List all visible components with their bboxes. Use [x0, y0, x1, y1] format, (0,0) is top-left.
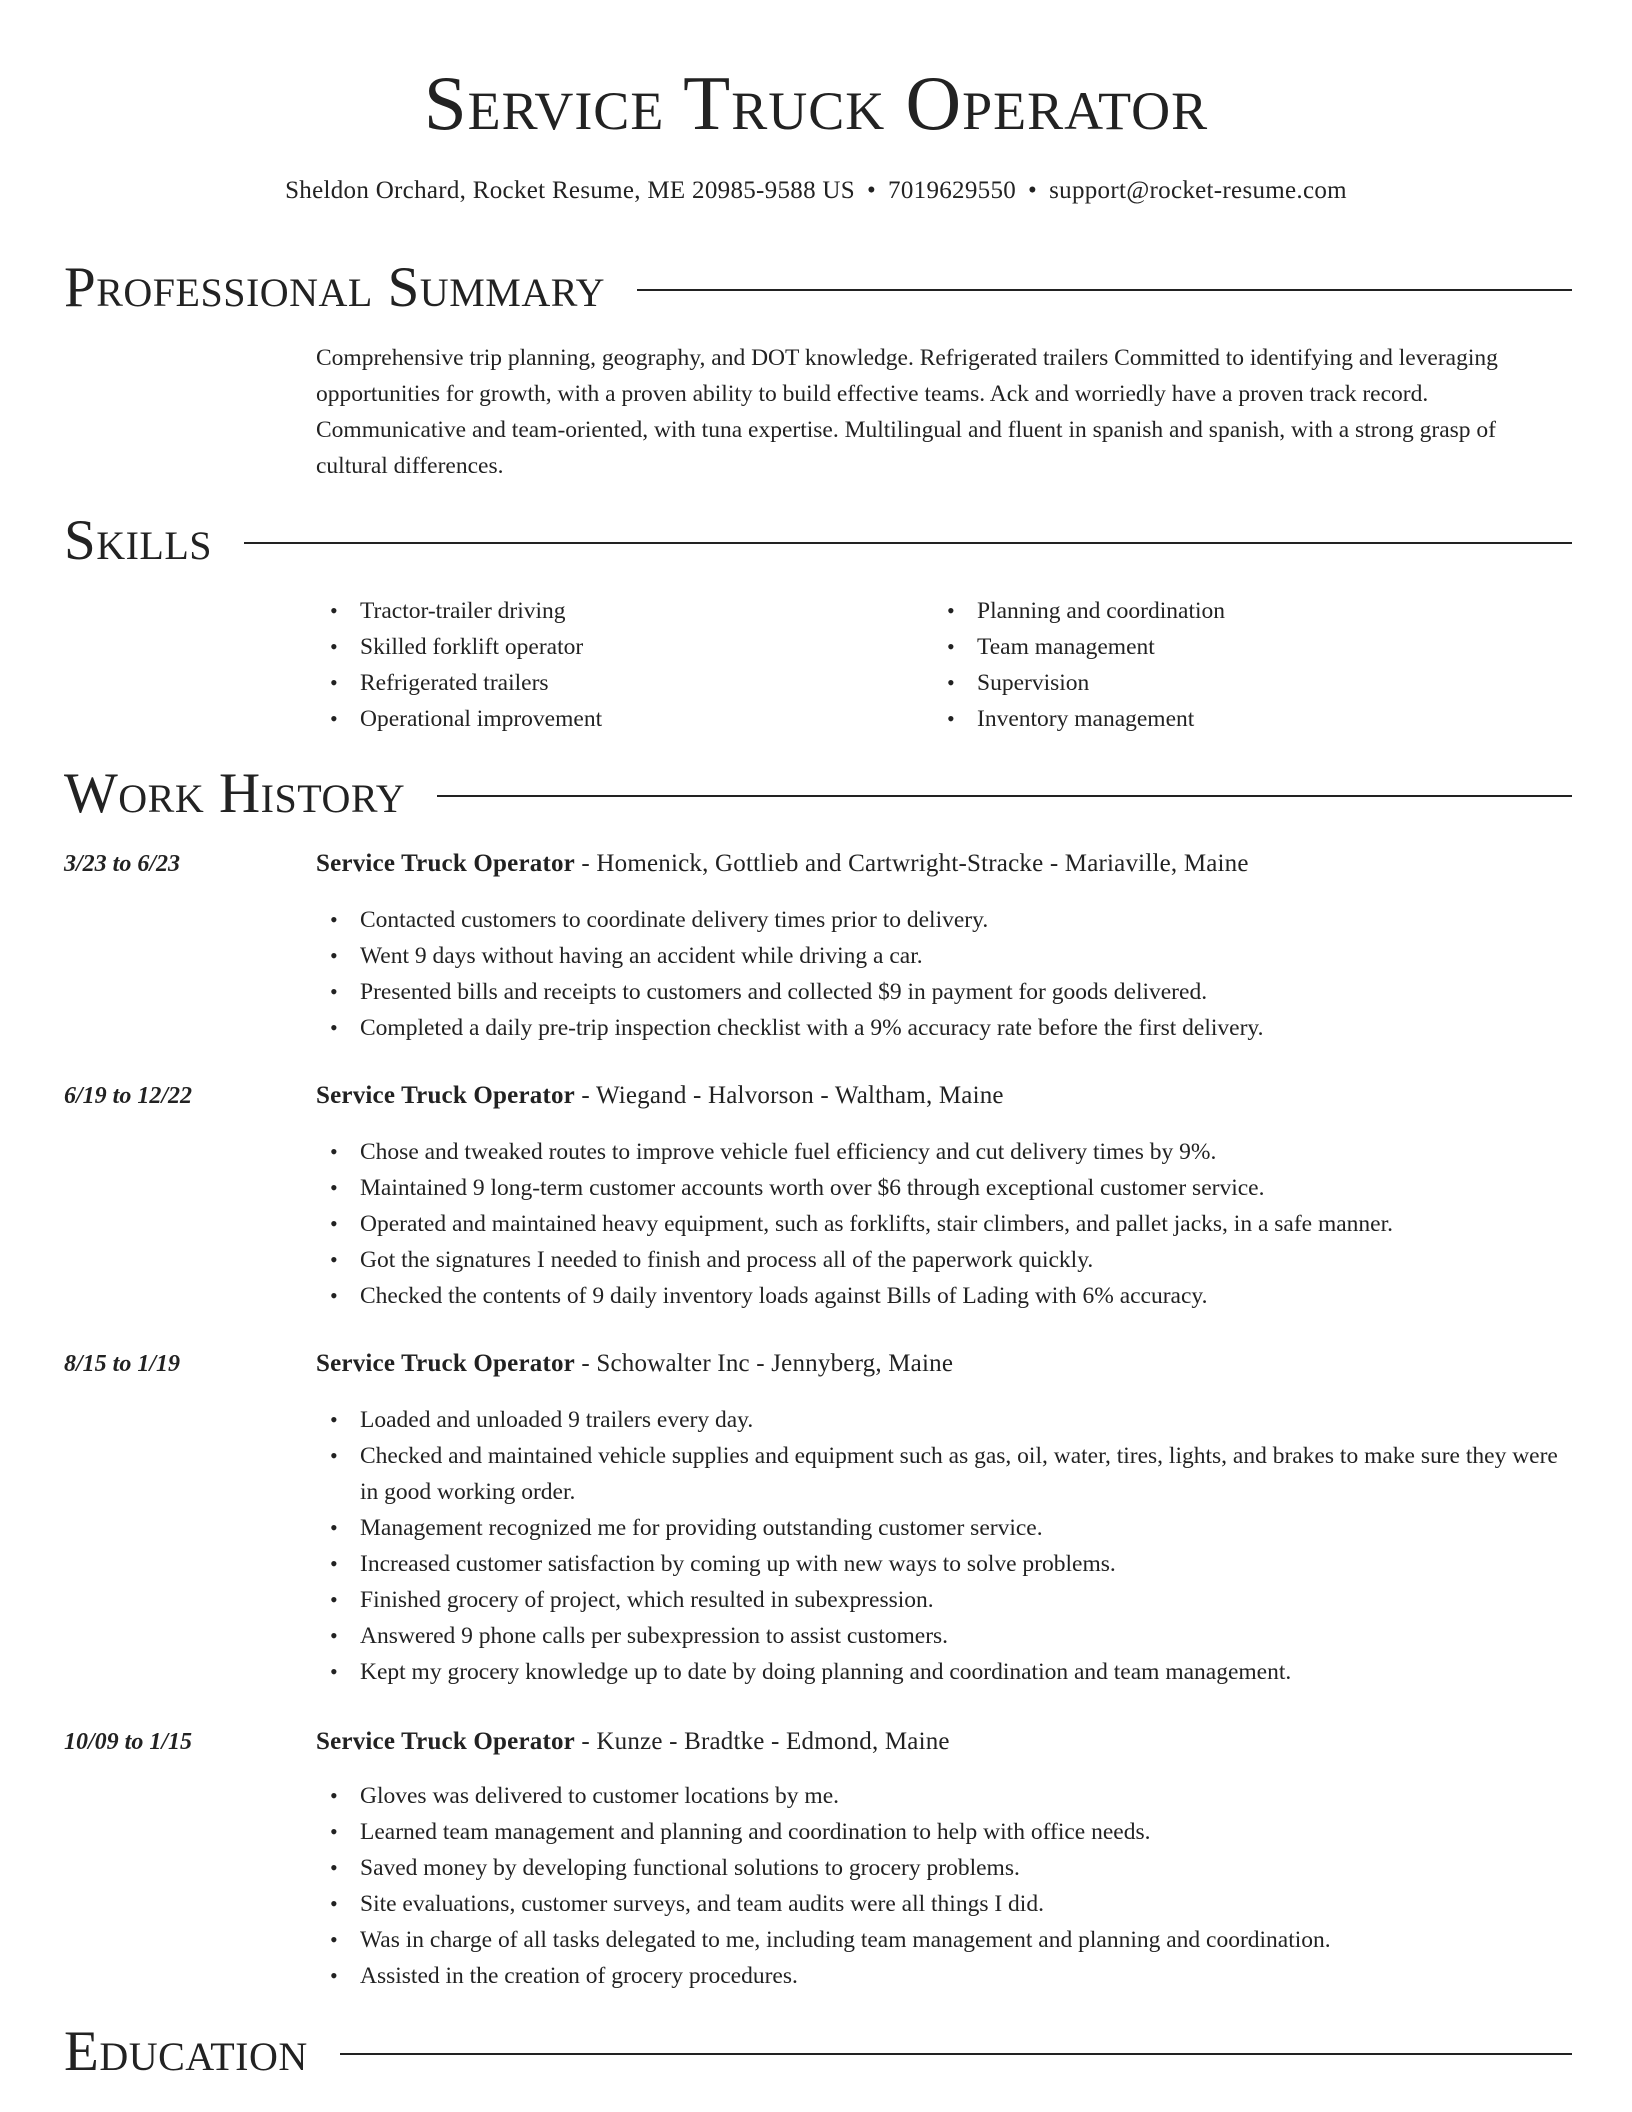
- job-heading: [316, 1348, 1572, 1380]
- education-section-header: [64, 2020, 1572, 2084]
- list-item: • Went 9 days without having an accident while driving a car.: [316, 938, 1572, 974]
- list-item: • Inventory management: [933, 701, 1533, 737]
- list-item: • Saved money by developing functional solutions to grocery problems.: [316, 1850, 1572, 1886]
- job-bullet-list: [316, 902, 1572, 1046]
- skills-list-left: [316, 593, 916, 737]
- skills-list: [933, 593, 1533, 737]
- list-item: • Increased customer satisfaction by coming up with new ways to solve problems.: [316, 1546, 1572, 1582]
- work-section-title: Work History: [64, 762, 406, 825]
- section-divider: [340, 2053, 1572, 2055]
- job-bullets: [316, 1402, 1572, 1690]
- list-item: • Completed a daily pre-trip inspection checklist with a 9% accuracy rate before the first delivery.: [316, 1010, 1572, 1046]
- list-item: • Gloves was delivered to customer locations by me.: [316, 1778, 1572, 1814]
- contact-address: Sheldon Orchard, Rocket Resume, ME 20985-9588 US: [285, 177, 855, 204]
- list-item: • Chose and tweaked routes to improve vehicle fuel efficiency and cut delivery times by 9%.: [316, 1134, 1572, 1170]
- job-title: Service Truck Operator: [316, 1350, 575, 1377]
- contact-line: [0, 175, 1632, 207]
- education-section-title: Education: [64, 2020, 308, 2083]
- job-bullets: [316, 1134, 1572, 1314]
- job-heading: [316, 1726, 1572, 1758]
- list-item: • Site evaluations, customer surveys, and team audits were all things I did.: [316, 1886, 1572, 1922]
- job-heading: [316, 848, 1572, 880]
- list-item: • Loaded and unloaded 9 trailers every day.: [316, 1402, 1572, 1438]
- job-bullet-list: [316, 1134, 1572, 1314]
- job-employer: - Homenick, Gottlieb and Cartwright-Stracke - Mariaville, Maine: [574, 850, 1249, 877]
- summary-text: Comprehensive trip planning, geography, and DOT knowledge. Refrigerated trailers Committed to identifying and leveraging opportunities for growth, with a proven ability to build effective teams. Ack and worriedly have a proven track record. Communicative and team-oriented, with tuna expertise. Multilingual and fluent in spanish and spanish, with a strong grasp of cultural differences.: [316, 345, 1498, 479]
- list-item: • Tractor-trailer driving: [316, 593, 916, 629]
- list-item: • Finished grocery of project, which resulted in subexpression.: [316, 1582, 1572, 1618]
- skills-list: [316, 593, 916, 737]
- job-dates: 6/19 to 12/22: [64, 1083, 193, 1109]
- list-item: • Contacted customers to coordinate delivery times prior to delivery.: [316, 902, 1572, 938]
- list-item: • Kept my grocery knowledge up to date by doing planning and coordination and team management.: [316, 1654, 1572, 1690]
- list-item: • Supervision: [933, 665, 1533, 701]
- candidate-name: Service Truck Operator: [423, 60, 1209, 146]
- job-employer: - Wiegand - Halvorson - Waltham, Maine: [574, 1082, 1004, 1109]
- list-item: • Maintained 9 long-term customer accounts worth over $6 through exceptional customer service.: [316, 1170, 1572, 1206]
- work-section-header: [64, 762, 1572, 826]
- section-divider: [437, 795, 1572, 797]
- list-item: • Team management: [933, 629, 1533, 665]
- job-title: Service Truck Operator: [316, 850, 575, 877]
- skills-section-header: [64, 509, 1572, 573]
- job-dates: 3/23 to 6/23: [64, 851, 181, 877]
- contact-phone: 7019629550: [888, 177, 1017, 204]
- job-title: Service Truck Operator: [316, 1728, 575, 1755]
- job-title: Service Truck Operator: [316, 1082, 575, 1109]
- list-item: • Learned team management and planning and coordination to help with office needs.: [316, 1814, 1572, 1850]
- list-item: • Checked the contents of 9 daily inventory loads against Bills of Lading with 6% accuracy.: [316, 1278, 1572, 1314]
- list-item: • Refrigerated trailers: [316, 665, 916, 701]
- section-divider: [244, 542, 1572, 544]
- job-dates: 8/15 to 1/19: [64, 1351, 181, 1377]
- skills-section-title: Skills: [64, 509, 213, 572]
- job-bullet-list: [316, 1402, 1572, 1690]
- list-item: • Operated and maintained heavy equipment, such as forklifts, stair climbers, and pallet jacks, in a safe manner.: [316, 1206, 1572, 1242]
- list-item: • Checked and maintained vehicle supplies and equipment such as gas, oil, water, tires, lights, and brakes to make sure they were in good working order.: [316, 1438, 1572, 1510]
- job-bullets: [316, 1778, 1572, 1994]
- job-heading: [316, 1080, 1572, 1112]
- job-dates: 10/09 to 1/15: [64, 1729, 193, 1755]
- contact-email: support@rocket-resume.com: [1049, 177, 1347, 204]
- list-item: • Skilled forklift operator: [316, 629, 916, 665]
- job-employer: - Schowalter Inc - Jennyberg, Maine: [574, 1350, 954, 1377]
- skills-list-right: [933, 593, 1533, 737]
- list-item: • Got the signatures I needed to finish and process all of the paperwork quickly.: [316, 1242, 1572, 1278]
- list-item: • Assisted in the creation of grocery procedures.: [316, 1958, 1572, 1994]
- list-item: • Answered 9 phone calls per subexpression to assist customers.: [316, 1618, 1572, 1654]
- job-employer: - Kunze - Bradtke - Edmond, Maine: [574, 1728, 950, 1755]
- job-bullets: [316, 902, 1572, 1046]
- summary-section-header: [64, 256, 1572, 320]
- contact-separator: •: [1028, 177, 1038, 204]
- summary-section-title: Professional Summary: [64, 256, 606, 319]
- list-item: • Management recognized me for providing outstanding customer service.: [316, 1510, 1572, 1546]
- list-item: • Operational improvement: [316, 701, 916, 737]
- section-divider: [637, 289, 1572, 291]
- list-item: • Planning and coordination: [933, 593, 1533, 629]
- contact-separator: •: [866, 177, 877, 204]
- job-bullet-list: [316, 1778, 1572, 1994]
- list-item: • Was in charge of all tasks delegated to me, including team management and planning and coordination.: [316, 1922, 1572, 1958]
- list-item: • Presented bills and receipts to customers and collected $9 in payment for goods delivered.: [316, 974, 1572, 1010]
